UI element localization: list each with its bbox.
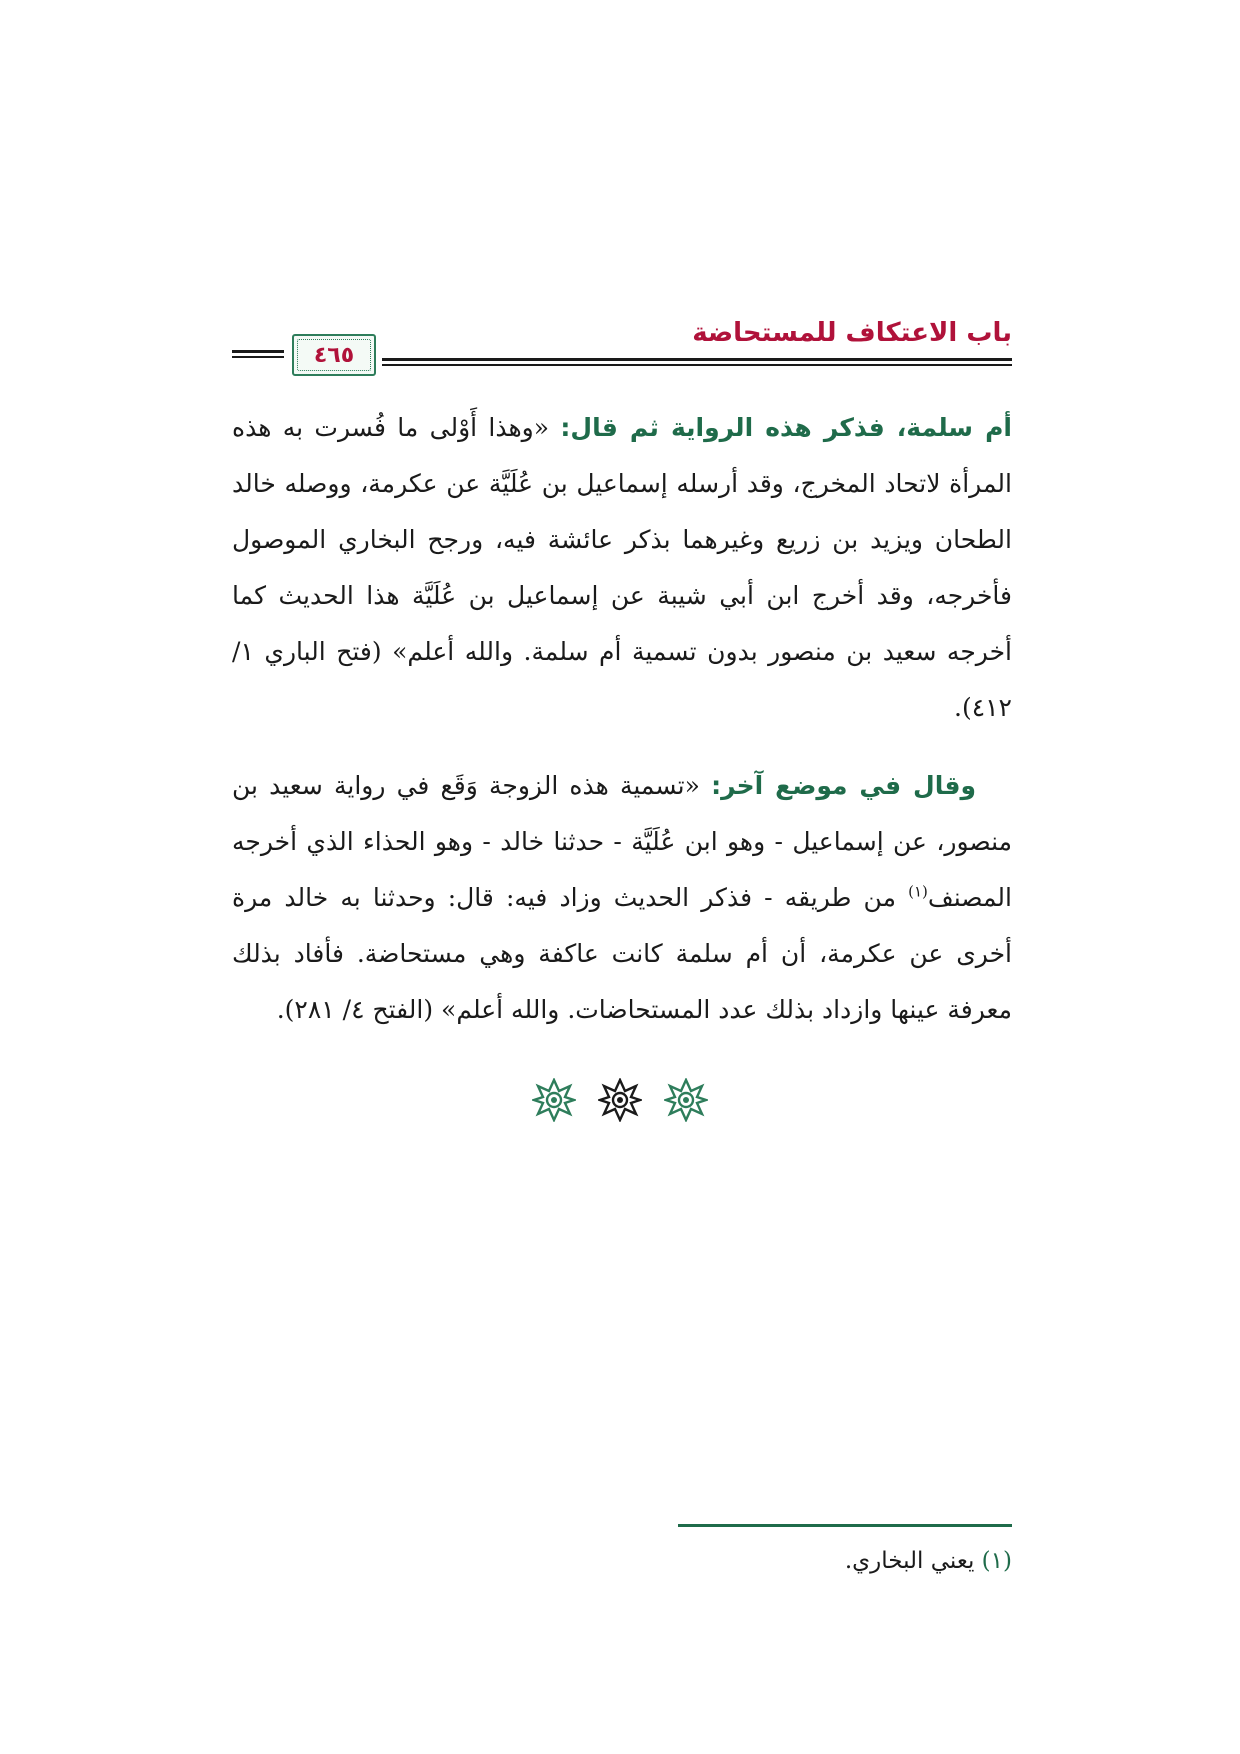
paragraph-1 [232, 400, 1012, 736]
header-rule-right-top [382, 358, 1012, 361]
page-number: ٤٦٥ [313, 342, 355, 368]
paragraph-2-text-before: «تسمية هذه الزوجة وَقَع في رواية سعيد بن منصور، عن إسماعيل - وهو ابن عُلَيَّة - حدثنا خالد - وهو الحذاء الذي أخرجه المصنف [232, 771, 1012, 912]
header-rule-right-bottom [382, 364, 1012, 366]
chapter-title: باب الاعتكاف للمستحاضة [692, 318, 1012, 348]
main-text [232, 400, 1012, 1060]
paragraph-2 [232, 758, 1012, 1038]
page-header [232, 318, 1012, 380]
paragraph-2-text-after: من طريقه - فذكر الحديث وزاد فيه: قال: وحدثنا به خالد مرة أخرى عن عكرمة، أن أم سلمة كانت عاكفة وهي مستحاضة. فأفاد بذلك معرفة عينها وازداد بذلك عدد المستحاضات. والله أعلم» (الفتح ٤/ ٢٨١). [232, 883, 1012, 1024]
header-rule-left-bottom [232, 356, 284, 358]
header-rule-left-top [232, 350, 284, 353]
paragraph-1-lead: أم سلمة، فذكر هذه الرواية ثم قال: [560, 413, 1012, 442]
paragraph-1-text: «وهذا أَوْلى ما فُسرت به هذه المرأة لاتحاد المخرج، وقد أرسله إسماعيل بن عُلَيَّة عن عكرمة، ووصله خالد الطحان ويزيد بن زريع وغيرهما بذكر عائشة فيه، ورجح البخاري الموصول فأخرجه، وقد أخرج ابن أبي شيبة عن إسماعيل بن عُلَيَّة هذا الحديث كما أخرجه سعيد بن منصور بدون تسمية أم سلمة. والله أعلم» (فتح الباري ١/ ٤١٢). [232, 413, 1012, 722]
footnote-reference[interactable]: (١) [908, 882, 928, 901]
footnote-1 [632, 1548, 1012, 1574]
star-flower-icon [598, 1078, 642, 1122]
section-divider-ornament [532, 1078, 708, 1122]
star-flower-icon [532, 1078, 576, 1122]
footnote-1-mark: (١) [981, 1548, 1012, 1574]
footnote-separator [678, 1524, 1012, 1527]
page-number-frame [292, 334, 376, 376]
paragraph-2-lead: وقال في موضع آخر: [711, 771, 976, 800]
star-flower-icon [664, 1078, 708, 1122]
footnote-1-text: يعني البخاري. [844, 1548, 982, 1574]
